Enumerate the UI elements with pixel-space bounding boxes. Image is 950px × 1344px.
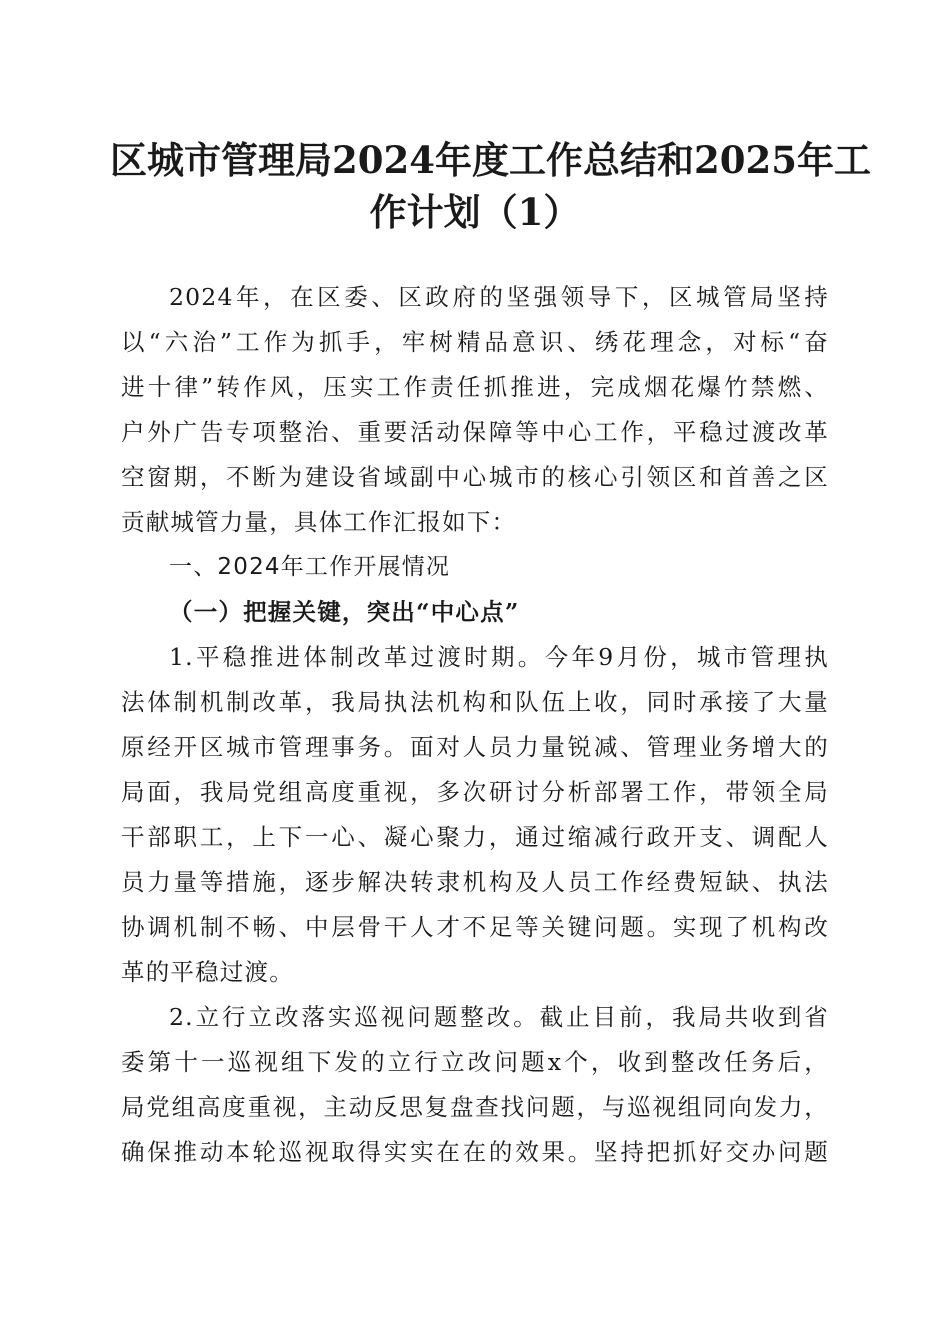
text-line: 确保推动本轮巡视取得实实在在的效果。坚持把抓好交办问题 (121, 1138, 829, 1166)
text-line: 委第十一巡视组下发的立行立改问题x个，收到整改任务后， (121, 1048, 829, 1076)
subsection-heading: （一）把握关键，突出“中心点” (169, 598, 520, 626)
text-line: 以“六治”工作为抓手，牢树精品意识、绣花理念，对标“奋 (121, 328, 829, 356)
text-line: 原经开区城市管理事务。面对人员力量锐减、管理业务增大的 (121, 733, 829, 761)
text-line: 局面，我局党组高度重视，多次研讨分析部署工作，带领全局 (121, 778, 829, 806)
text-line: 局党组高度重视，主动反思复盘查找问题，与巡视组同向发力， (121, 1093, 829, 1121)
text-line: 员力量等措施，逐步解决转隶机构及人员工作经费短缺、执法 (121, 868, 829, 896)
text-line: 空窗期，不断为建设省域副中心城市的核心引领区和首善之区 (121, 463, 829, 491)
text-line: 干部职工，上下一心、凝心聚力，通过缩减行政开支、调配人 (121, 823, 829, 851)
document-body (121, 275, 829, 1175)
text-line: 2.立行立改落实巡视问题整改。截止目前，我局共收到省 (169, 1003, 829, 1031)
text-line: 法体制机制改革，我局执法机构和队伍上收，同时承接了大量 (121, 688, 829, 716)
intro-paragraph (121, 275, 829, 545)
item-2-paragraph (121, 995, 829, 1175)
section-heading: 一、2024年工作开展情况 (169, 554, 451, 580)
text-line: 进十律”转作风，压实工作责任抓推进，完成烟花爆竹禁燃、 (121, 373, 829, 401)
item-1-paragraph (121, 635, 829, 995)
text-line: 1.平稳推进体制改革过渡时期。今年9月份，城市管理执 (169, 643, 829, 671)
text-line: 贡献城管力量，具体工作汇报如下： (121, 508, 517, 536)
text-line: 协调机制不畅、中层骨干人才不足等关键问题。实现了机构改 (121, 913, 829, 941)
text-line: 革的平稳过渡。 (121, 958, 294, 986)
text-line: 2024年，在区委、区政府的坚强领导下，区城管局坚持 (169, 283, 829, 311)
document-title-line-1: 区城市管理局2024年度工作总结和2025年工 (110, 138, 871, 182)
document-title-line-2: 作计划（1） (369, 190, 581, 234)
text-line: 户外广告专项整治、重要活动保障等中心工作，平稳过渡改革 (121, 418, 829, 446)
